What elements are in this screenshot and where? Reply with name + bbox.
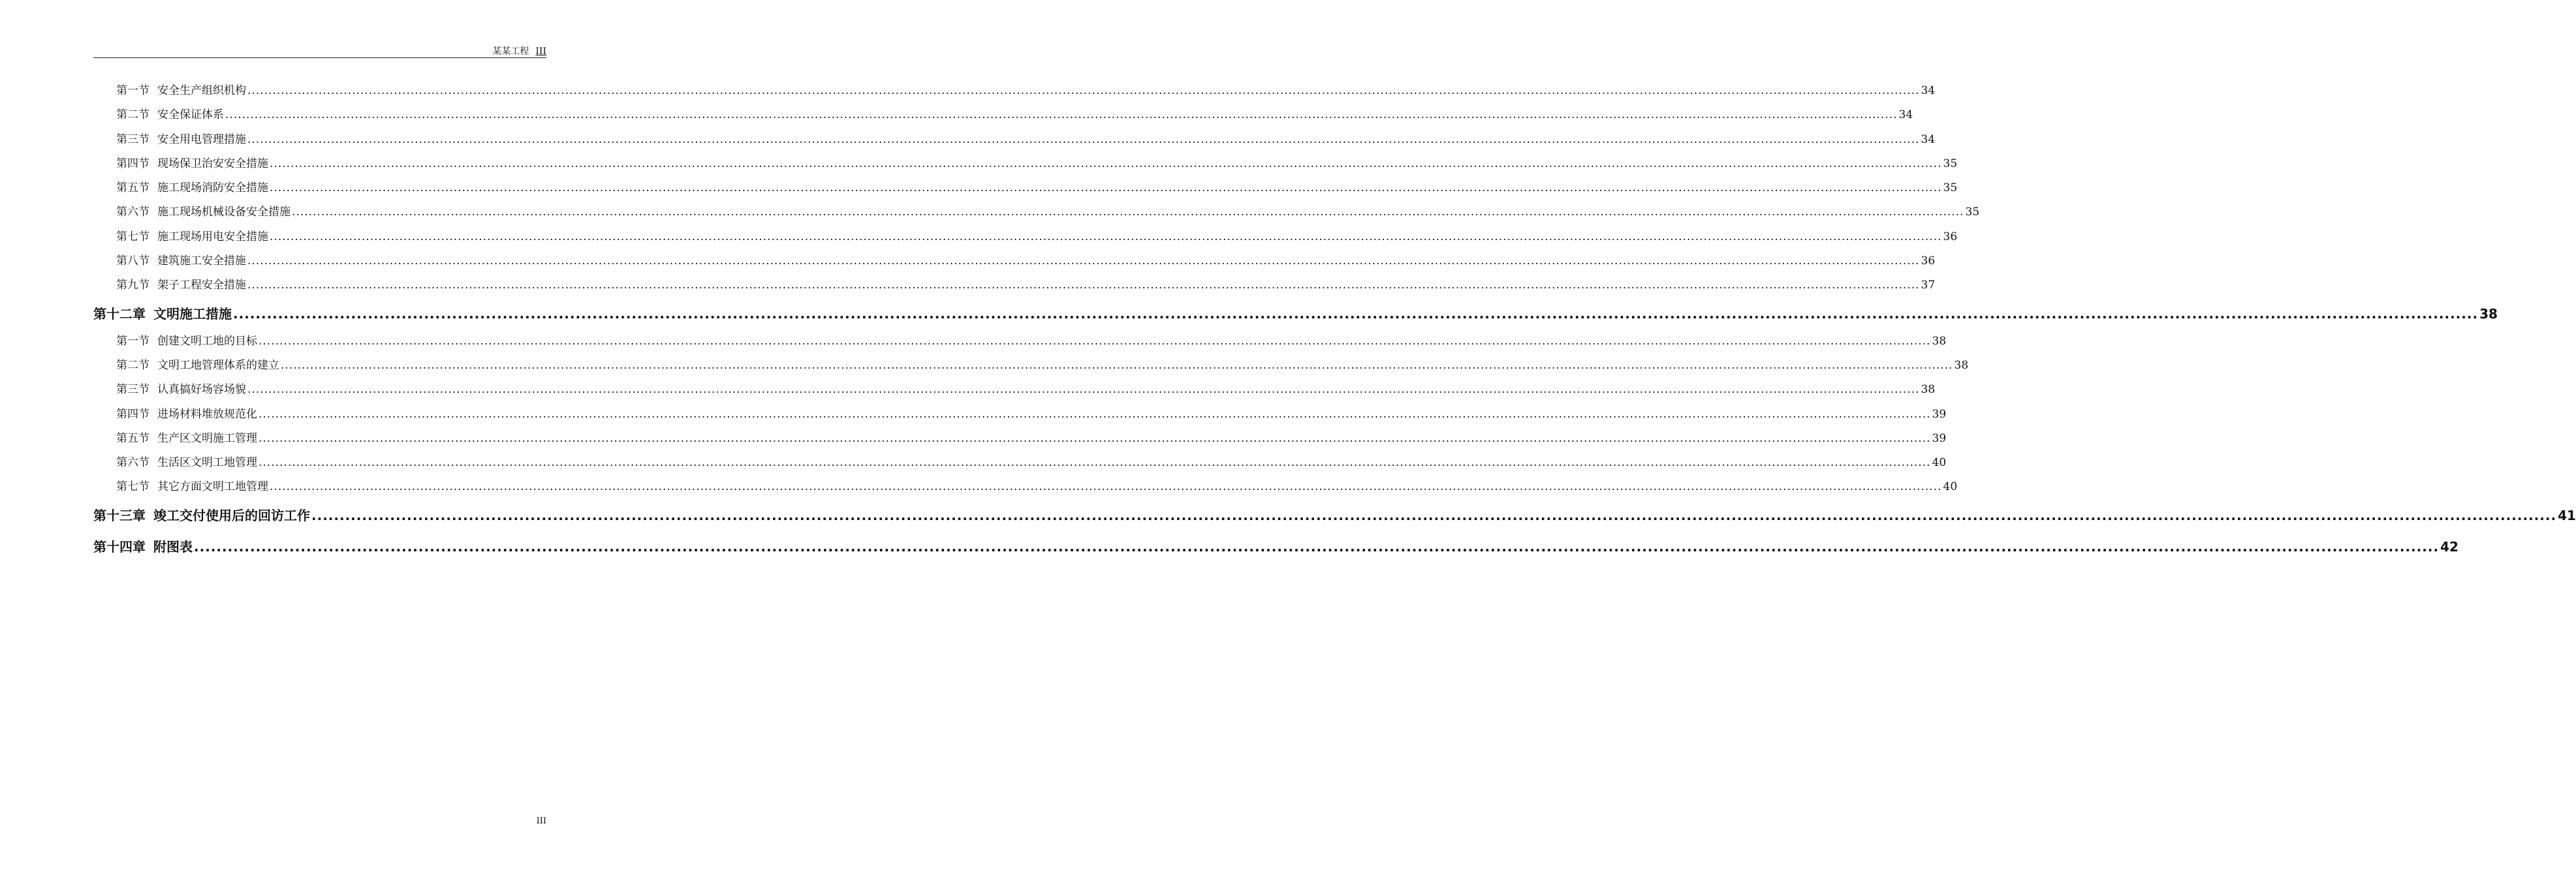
toc-entry-page: 35 — [1943, 181, 1958, 195]
toc-entry-label — [116, 105, 224, 121]
toc-entry-title: 其它方面文明工地管理 — [157, 480, 268, 494]
toc-entry-page: 35 — [1965, 206, 1980, 219]
toc-dot-leader: ................................................................................................................................................................................................................................................................................................................................................................................................................ — [247, 254, 1920, 268]
toc-section-entry[interactable] — [93, 245, 1936, 269]
toc-entry-page: 36 — [1943, 230, 1958, 243]
toc-entry-number: 第七节 — [116, 480, 149, 494]
toc-entry-number: 第十三章 — [93, 507, 146, 523]
toc-entry-label — [116, 81, 246, 97]
toc-entry-page: 40 — [1932, 456, 1947, 470]
toc-entry-label — [116, 380, 246, 396]
header-page-number: III — [535, 46, 546, 57]
toc-dot-leader: ................................................................................................................................................................................................................................................................................................................................................................................................................ — [311, 507, 2557, 523]
toc-entry-label — [116, 202, 291, 219]
toc-entry-title: 施工现场机械设备安全措施 — [157, 206, 291, 219]
toc-entry-title: 安全用电管理措施 — [157, 132, 246, 146]
toc-section-entry[interactable] — [93, 374, 1936, 398]
toc-entry-number: 第三节 — [116, 132, 149, 146]
header-title: 某某工程 — [492, 46, 529, 57]
toc-entry-page: 38 — [1921, 383, 1936, 397]
toc-section-entry[interactable] — [93, 221, 1958, 245]
toc-entry-page: 41 — [2558, 507, 2576, 523]
toc-entry-number: 第二节 — [116, 358, 149, 372]
toc-entry-page: 34 — [1921, 84, 1936, 97]
toc-entry-number: 第三节 — [116, 383, 149, 397]
toc-dot-leader: ................................................................................................................................................................................................................................................................................................................................................................................................................ — [233, 305, 2479, 322]
toc-entry-title: 创建文明工地的目标 — [157, 334, 257, 348]
toc-section-entry[interactable] — [93, 75, 1936, 99]
table-of-contents — [93, 75, 2576, 559]
toc-entry-label — [116, 331, 257, 348]
toc-entry-page: 35 — [1943, 157, 1958, 170]
toc-dot-leader: ................................................................................................................................................................................................................................................................................................................................................................................................................ — [259, 456, 1931, 470]
toc-entry-title: 安全生产组织机构 — [157, 84, 246, 97]
toc-dot-leader: ................................................................................................................................................................................................................................................................................................................................................................................................................ — [270, 230, 1942, 243]
toc-entry-page: 37 — [1921, 279, 1936, 292]
toc-entry-label — [116, 154, 268, 170]
toc-entry-title: 施工现场用电安全措施 — [157, 230, 268, 243]
toc-dot-leader: ................................................................................................................................................................................................................................................................................................................................................................................................................ — [270, 181, 1942, 195]
toc-section-entry[interactable] — [93, 423, 1947, 447]
toc-section-entry[interactable] — [93, 399, 1947, 423]
toc-entry-label — [116, 251, 246, 268]
toc-chapter-entry[interactable] — [93, 496, 2576, 527]
toc-entry-number: 第一节 — [116, 84, 149, 97]
toc-entry-title: 认真搞好场容场貌 — [157, 383, 246, 397]
toc-entry-number: 第七节 — [116, 230, 149, 243]
toc-entry-number: 第六节 — [116, 456, 149, 470]
toc-entry-title: 生产区文明施工管理 — [157, 431, 257, 445]
toc-section-entry[interactable] — [93, 196, 1980, 221]
toc-entry-page: 42 — [2440, 538, 2458, 555]
toc-entry-number: 第四节 — [116, 407, 149, 421]
toc-section-entry[interactable] — [93, 99, 1913, 123]
toc-dot-leader: ................................................................................................................................................................................................................................................................................................................................................................................................................ — [270, 157, 1942, 170]
toc-entry-label — [116, 275, 246, 292]
toc-entry-title: 架子工程安全措施 — [157, 279, 246, 292]
toc-entry-label — [93, 536, 193, 555]
toc-entry-title: 附图表 — [153, 538, 193, 555]
toc-entry-page: 38 — [2479, 305, 2498, 322]
toc-dot-leader: ................................................................................................................................................................................................................................................................................................................................................................................................................ — [270, 480, 1942, 494]
toc-dot-leader: ................................................................................................................................................................................................................................................................................................................................................................................................................ — [259, 334, 1931, 348]
toc-dot-leader: ................................................................................................................................................................................................................................................................................................................................................................................................................ — [225, 108, 1898, 122]
toc-entry-label — [116, 477, 268, 493]
toc-entry-label — [93, 505, 310, 524]
toc-entry-number: 第五节 — [116, 431, 149, 445]
toc-dot-leader: ................................................................................................................................................................................................................................................................................................................................................................................................................ — [247, 132, 1920, 146]
toc-entry-page: 39 — [1932, 431, 1947, 445]
toc-entry-number: 第二节 — [116, 108, 149, 122]
page-header — [93, 42, 546, 58]
toc-section-entry[interactable] — [93, 269, 1936, 294]
toc-entry-number: 第八节 — [116, 254, 149, 268]
toc-entry-title: 建筑施工安全措施 — [157, 254, 246, 268]
toc-entry-label — [116, 130, 246, 146]
toc-entry-number: 第十二章 — [93, 305, 146, 322]
toc-section-entry[interactable] — [93, 447, 1947, 471]
toc-section-entry[interactable] — [93, 471, 1958, 495]
toc-entry-number: 第一节 — [116, 334, 149, 348]
toc-entry-title: 进场材料堆放规范化 — [157, 407, 257, 421]
toc-section-entry[interactable] — [93, 326, 1947, 350]
toc-entry-label — [116, 178, 268, 194]
toc-entry-number: 第十四章 — [93, 538, 146, 555]
toc-dot-leader: ................................................................................................................................................................................................................................................................................................................................................................................................................ — [247, 279, 1920, 292]
toc-section-entry[interactable] — [93, 350, 1969, 374]
toc-entry-page: 39 — [1932, 407, 1947, 421]
toc-entry-title: 安全保证体系 — [157, 108, 224, 122]
toc-entry-label — [116, 227, 268, 243]
toc-section-entry[interactable] — [93, 124, 1936, 148]
toc-entry-label — [93, 303, 232, 322]
toc-dot-leader: ................................................................................................................................................................................................................................................................................................................................................................................................................ — [292, 206, 1964, 219]
toc-entry-number: 第九节 — [116, 279, 149, 292]
toc-entry-title: 施工现场消防安全措施 — [157, 181, 268, 195]
toc-section-entry[interactable] — [93, 148, 1958, 172]
toc-entry-page: 36 — [1921, 254, 1936, 268]
toc-entry-label — [116, 453, 257, 469]
toc-entry-number: 第四节 — [116, 157, 149, 170]
toc-entry-page: 34 — [1921, 132, 1936, 146]
toc-chapter-entry[interactable] — [93, 294, 2498, 326]
toc-entry-title: 文明施工措施 — [153, 305, 232, 322]
toc-entry-page: 38 — [1954, 358, 1969, 372]
toc-entry-label — [116, 356, 279, 372]
toc-dot-leader: ................................................................................................................................................................................................................................................................................................................................................................................................................ — [247, 383, 1920, 397]
footer-page-number: III — [536, 816, 546, 826]
toc-section-entry[interactable] — [93, 172, 1958, 196]
toc-dot-leader: ................................................................................................................................................................................................................................................................................................................................................................................................................ — [281, 358, 1953, 372]
toc-entry-page: 34 — [1898, 108, 1913, 122]
toc-entry-title: 现场保卫治安安全措施 — [157, 157, 268, 170]
toc-entry-label — [116, 405, 257, 421]
toc-entry-title: 文明工地管理体系的建立 — [157, 358, 279, 372]
toc-entry-page: 38 — [1932, 334, 1947, 348]
header-text — [492, 44, 546, 57]
toc-dot-leader: ................................................................................................................................................................................................................................................................................................................................................................................................................ — [259, 407, 1931, 421]
toc-dot-leader: ................................................................................................................................................................................................................................................................................................................................................................................................................ — [194, 538, 2440, 555]
toc-entry-page: 40 — [1943, 480, 1958, 494]
toc-entry-title: 生活区文明工地管理 — [157, 456, 257, 470]
toc-entry-number: 第五节 — [116, 181, 149, 195]
toc-entry-number: 第六节 — [116, 206, 149, 219]
toc-chapter-entry[interactable] — [93, 527, 2458, 559]
toc-dot-leader: ................................................................................................................................................................................................................................................................................................................................................................................................................ — [247, 84, 1920, 97]
toc-dot-leader: ................................................................................................................................................................................................................................................................................................................................................................................................................ — [259, 431, 1931, 445]
toc-entry-title: 竣工交付使用后的回访工作 — [153, 507, 310, 523]
toc-entry-label — [116, 429, 257, 445]
